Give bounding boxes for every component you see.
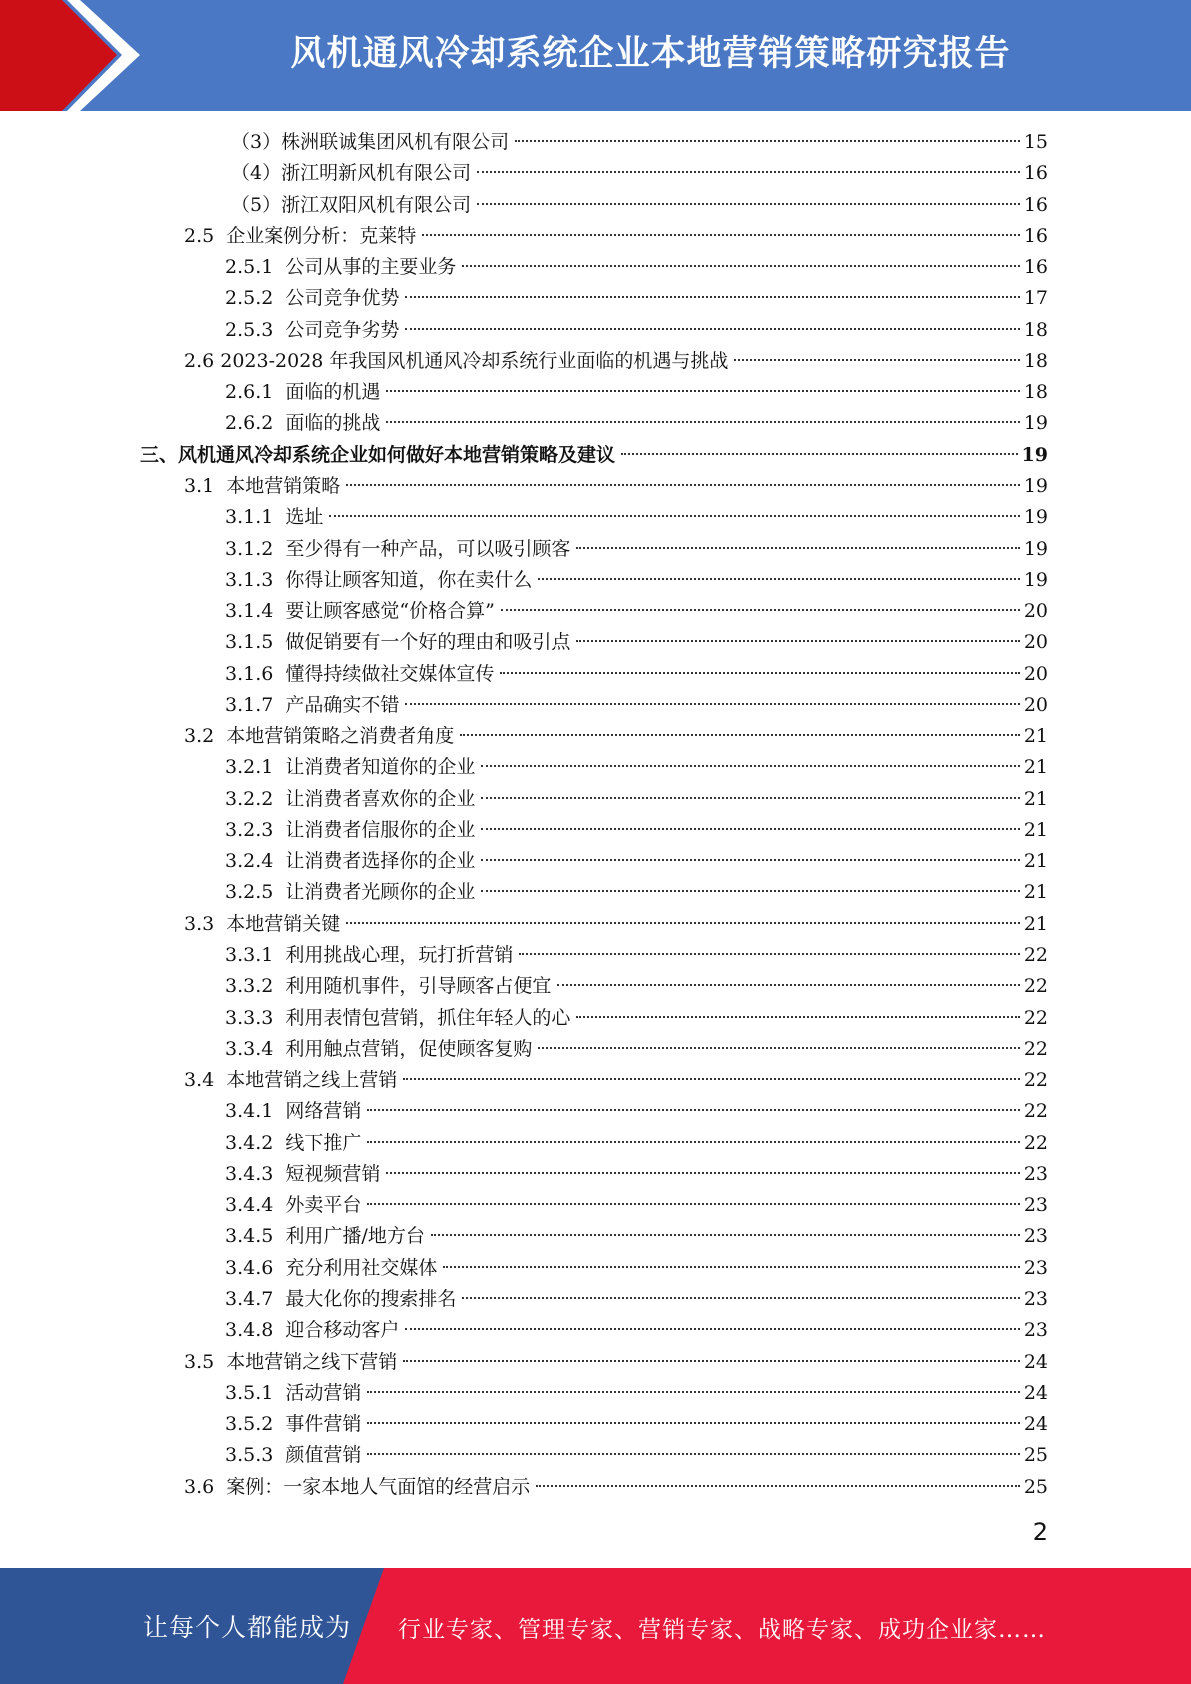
toc-dot-leader [557, 984, 1019, 986]
toc-entry-label: 3.2.1 让消费者知道你的企业 [225, 756, 476, 779]
toc-entry-page: 22 [1023, 1100, 1048, 1123]
toc-entry-label: 2.5.2 公司竞争优势 [225, 287, 400, 310]
toc-entry-page: 21 [1023, 725, 1048, 748]
toc-dot-leader [481, 890, 1019, 892]
toc-dot-leader [386, 421, 1019, 423]
toc-dot-leader [367, 1453, 1019, 1455]
toc-entry[interactable] [184, 909, 1048, 939]
toc-entry-label: 3.4.2 线下推广 [225, 1131, 362, 1154]
toc-entry-label: 3.2.4 让消费者选择你的企业 [225, 850, 476, 873]
toc-entry-label: 3.5.2 事件营销 [225, 1413, 362, 1436]
toc-entry-page: 21 [1023, 756, 1048, 779]
toc-entry[interactable] [225, 1003, 1048, 1033]
toc-dot-leader [734, 359, 1019, 361]
toc-entry[interactable] [225, 565, 1048, 595]
toc-entry-page: 24 [1023, 1413, 1048, 1436]
toc-entry[interactable] [225, 1409, 1048, 1439]
toc-entry[interactable] [225, 1284, 1048, 1314]
toc-entry-label: 3.4 本地营销之线上营销 [184, 1069, 398, 1092]
toc-entry[interactable] [225, 971, 1048, 1001]
toc-entry-label: 3.2 本地营销策略之消费者角度 [184, 725, 455, 748]
toc-dot-leader [481, 828, 1019, 830]
toc-entry-label: 2.6.2 面临的挑战 [225, 412, 381, 435]
toc-entry-label: 3.3.1 利用挑战心理，玩打折营销 [225, 944, 514, 967]
toc-entry-page: 23 [1023, 1256, 1048, 1279]
toc-entry-page: 24 [1023, 1350, 1048, 1373]
toc-entry-page: 25 [1023, 1444, 1048, 1467]
toc-dot-leader [481, 797, 1019, 799]
toc-entry-label: 3.4.7 最大化你的搜索排名 [225, 1287, 457, 1310]
toc-entry-page: 20 [1023, 631, 1048, 654]
toc-entry-page: 22 [1023, 944, 1048, 967]
toc-dot-leader [462, 1297, 1019, 1299]
toc-dot-leader [367, 1422, 1019, 1424]
toc-entry[interactable] [184, 471, 1048, 501]
toc-entry-label: 3.3.3 利用表情包营销，抓住年轻人的心 [225, 1006, 571, 1029]
toc-entry[interactable] [225, 534, 1048, 564]
toc-dot-leader [621, 453, 1018, 455]
toc-dot-leader [405, 703, 1019, 705]
toc-entry[interactable] [184, 1065, 1048, 1095]
report-title: 风机通风冷却系统企业本地营销策略研究报告 [290, 34, 1011, 74]
toc-entry-page: 23 [1023, 1225, 1048, 1248]
toc-entry-page: 18 [1023, 318, 1048, 341]
toc-entry-page: 19 [1023, 412, 1048, 435]
toc-dot-leader [515, 140, 1020, 142]
toc-dot-leader [346, 922, 1020, 924]
toc-entry-page: 23 [1023, 1194, 1048, 1217]
toc-entry-label: 3.4.5 利用广播/地方台 [225, 1225, 425, 1248]
toc-dot-leader [460, 734, 1020, 736]
toc-entry-label: 3.5 本地营销之线下营销 [184, 1350, 398, 1373]
toc-entry-label: 3.3.2 利用随机事件，引导顾客占便宜 [225, 975, 552, 998]
toc-entry-page: 16 [1023, 193, 1048, 216]
toc-dot-leader [422, 234, 1020, 236]
toc-dot-leader [405, 296, 1019, 298]
toc-entry[interactable] [140, 440, 1048, 470]
toc-dot-leader [538, 1047, 1019, 1049]
toc-dot-leader [386, 1172, 1019, 1174]
toc-dot-leader [536, 1485, 1020, 1487]
toc-dot-leader [405, 1328, 1019, 1330]
toc-dot-leader [367, 1203, 1019, 1205]
toc-dot-leader [481, 859, 1019, 861]
toc-dot-leader [367, 1141, 1019, 1143]
toc-entry[interactable] [225, 315, 1048, 345]
page-header [0, 0, 1191, 111]
toc-dot-leader [346, 484, 1020, 486]
toc-entry[interactable] [225, 377, 1048, 407]
toc-entry[interactable] [225, 1096, 1048, 1126]
toc-entry-page: 19 [1023, 568, 1048, 591]
toc-entry-label: 3.1.2 至少得有一种产品，可以吸引顾客 [225, 537, 571, 560]
toc-entry-page: 19 [1023, 506, 1048, 529]
toc-dot-leader [538, 578, 1019, 580]
toc-entry-page: 21 [1023, 881, 1048, 904]
toc-entry[interactable] [231, 158, 1048, 188]
toc-entry-label: 3.4.8 迎合移动客户 [225, 1319, 400, 1342]
toc-entry[interactable] [225, 1128, 1048, 1158]
toc-dot-leader [403, 1360, 1020, 1362]
toc-entry-label: 3.4.4 外卖平台 [225, 1194, 362, 1217]
toc-entry-page: 19 [1023, 474, 1048, 497]
toc-entry-label: 3.4.1 网络营销 [225, 1100, 362, 1123]
footer-slogan-right: 行业专家、管理专家、营销专家、战略专家、成功企业家…… [398, 1617, 1046, 1643]
toc-entry-label: 3.5.3 颜值营销 [225, 1444, 362, 1467]
toc-dot-leader [576, 547, 1019, 549]
toc-dot-leader [405, 328, 1019, 330]
toc-entry[interactable] [225, 1034, 1048, 1064]
toc-entry-page: 21 [1023, 787, 1048, 810]
page-footer [0, 1568, 1191, 1684]
toc-dot-leader [576, 1016, 1019, 1018]
toc-entry-label: 3.5.1 活动营销 [225, 1381, 362, 1404]
toc-entry-page: 23 [1023, 1319, 1048, 1342]
toc-entry-page: 19 [1021, 443, 1048, 466]
toc-entry[interactable] [225, 1190, 1048, 1220]
toc-entry-label: 2.5 企业案例分析：克莱特 [184, 224, 417, 247]
toc-entry[interactable] [225, 815, 1048, 845]
toc-entry-page: 21 [1023, 912, 1048, 935]
toc-entry-page: 21 [1023, 850, 1048, 873]
toc-entry-page: 18 [1023, 381, 1048, 404]
toc-entry-label: 2.5.1 公司从事的主要业务 [225, 256, 457, 279]
toc-entry-page: 19 [1023, 537, 1048, 560]
toc-entry[interactable] [225, 1378, 1048, 1408]
toc-entry[interactable] [225, 877, 1048, 907]
toc-entry-page: 17 [1023, 287, 1048, 310]
toc-entry-label: （3）株洲联诚集团风机有限公司 [231, 131, 510, 153]
toc-dot-leader [477, 203, 1020, 205]
toc-entry[interactable] [225, 408, 1048, 438]
toc-dot-leader [576, 640, 1019, 642]
toc-entry-page: 23 [1023, 1162, 1048, 1185]
toc-entry-label: 3.1.4 要让顾客感觉“价格合算” [225, 600, 495, 623]
toc-entry-label: 3.2.5 让消费者光顾你的企业 [225, 881, 476, 904]
toc-entry-page: 22 [1023, 1037, 1048, 1060]
toc-entry-label: 3.6 案例：一家本地人气面馆的经营启示 [184, 1475, 531, 1498]
toc-entry-label: 3.2.2 让消费者喜欢你的企业 [225, 787, 476, 810]
toc-entry-label: 2.6.1 面临的机遇 [225, 381, 381, 404]
toc-entry-page: 20 [1023, 662, 1048, 685]
toc-entry[interactable] [184, 721, 1048, 751]
toc-entry[interactable] [225, 1221, 1048, 1251]
toc-entry[interactable] [225, 1253, 1048, 1283]
toc-entry-label: 三、风机通风冷却系统企业如何做好本地营销策略及建议 [140, 443, 616, 466]
toc-entry-page: 21 [1023, 818, 1048, 841]
toc-entry-label: 3.1.7 产品确实不错 [225, 693, 400, 716]
toc-entry[interactable] [225, 1315, 1048, 1345]
toc-entry-page: 22 [1023, 1069, 1048, 1092]
toc-entry-page: 16 [1023, 256, 1048, 279]
toc-dot-leader [329, 515, 1019, 517]
toc-entry[interactable] [231, 127, 1048, 157]
toc-dot-leader [403, 1078, 1020, 1080]
toc-entry[interactable] [231, 190, 1048, 220]
toc-entry[interactable] [225, 940, 1048, 970]
toc-entry[interactable] [225, 1159, 1048, 1189]
toc-entry-label: 3.2.3 让消费者信服你的企业 [225, 818, 476, 841]
toc-entry-label: 3.1 本地营销策略 [184, 474, 341, 497]
toc-entry-label: （4）浙江明新风机有限公司 [231, 162, 472, 185]
red-chevron-decoration [0, 0, 150, 111]
toc-entry-page: 15 [1023, 131, 1048, 153]
toc-entry[interactable] [225, 252, 1048, 282]
footer-slogan-left: 让每个人都能成为 [143, 1613, 352, 1642]
toc-entry[interactable] [225, 784, 1048, 814]
toc-entry[interactable] [184, 1347, 1048, 1377]
toc-entry-label: 3.1.6 懂得持续做社交媒体宣传 [225, 662, 495, 685]
toc-entry-page: 24 [1023, 1381, 1048, 1404]
toc-dot-leader [386, 390, 1019, 392]
toc-entry[interactable] [184, 346, 1048, 376]
toc-entry-page: 20 [1023, 600, 1048, 623]
toc-dot-leader [519, 953, 1019, 955]
toc-entry[interactable] [184, 1472, 1048, 1502]
toc-entry[interactable] [225, 752, 1048, 782]
toc-entry-page: 25 [1023, 1475, 1048, 1498]
toc-dot-leader [367, 1109, 1019, 1111]
toc-dot-leader [481, 765, 1019, 767]
toc-entry[interactable] [225, 596, 1048, 626]
toc-entry-label: 3.1.1 选址 [225, 506, 324, 529]
toc-entry-page: 23 [1023, 1287, 1048, 1310]
toc-entry-label: 3.1.3 你得让顾客知道，你在卖什么 [225, 568, 533, 591]
toc-entry-label: 2.5.3 公司竞争劣势 [225, 318, 400, 341]
toc-entry[interactable] [225, 659, 1048, 689]
toc-dot-leader [431, 1234, 1020, 1236]
toc-entry-label: 3.3.4 利用触点营销，促使顾客复购 [225, 1037, 533, 1060]
toc-dot-leader [367, 1391, 1019, 1393]
toc-entry[interactable] [225, 846, 1048, 876]
toc-entry[interactable] [184, 221, 1048, 251]
toc-entry-label: 3.3 本地营销关键 [184, 912, 341, 935]
toc-entry-label: 3.4.3 短视频营销 [225, 1162, 381, 1185]
toc-entry-page: 22 [1023, 975, 1048, 998]
toc-entry-label: （5）浙江双阳风机有限公司 [231, 193, 472, 216]
toc-dot-leader [501, 609, 1020, 611]
toc-dot-leader [443, 1266, 1019, 1268]
page-number: 2 [1032, 1518, 1048, 1546]
toc-entry-label: 2.6 2023-2028 年我国风机通风冷却系统行业面临的机遇与挑战 [184, 349, 729, 372]
toc-entry[interactable] [225, 690, 1048, 720]
toc-entry-page: 16 [1023, 224, 1048, 247]
toc-entry[interactable] [225, 283, 1048, 313]
toc-entry[interactable] [225, 627, 1048, 657]
toc-dot-leader [462, 265, 1019, 267]
toc-entry-page: 18 [1023, 349, 1048, 372]
toc-entry[interactable] [225, 1440, 1048, 1470]
toc-entry-label: 3.1.5 做促销要有一个好的理由和吸引点 [225, 631, 571, 654]
toc-dot-leader [500, 672, 1019, 674]
toc-entry-page: 22 [1023, 1006, 1048, 1029]
toc-dot-leader [477, 171, 1020, 173]
toc-entry-page: 16 [1023, 162, 1048, 185]
toc-entry-label: 3.4.6 充分利用社交媒体 [225, 1256, 438, 1279]
toc-entry-page: 20 [1023, 693, 1048, 716]
toc-entry[interactable] [225, 502, 1048, 532]
toc-entry-page: 22 [1023, 1131, 1048, 1154]
